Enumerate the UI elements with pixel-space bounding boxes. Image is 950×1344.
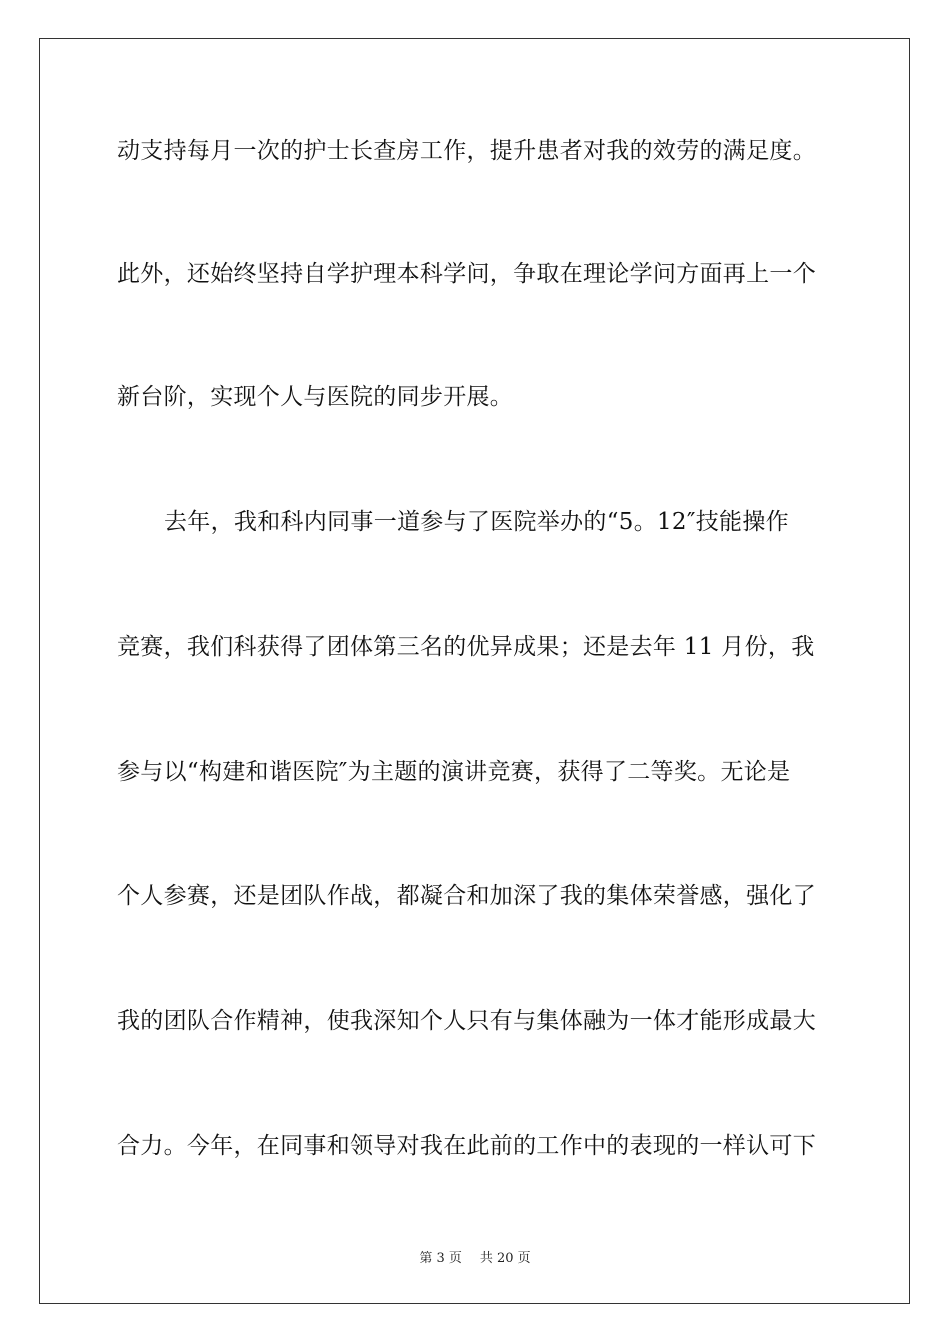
page-border	[39, 38, 910, 1304]
page-number: 第 3 页	[419, 1251, 462, 1266]
body-text-line: 此外，还始终坚持自学护理本科学问，争取在理论学问方面再上一个	[117, 261, 816, 287]
page-footer	[0, 1247, 950, 1266]
body-text-line: 新台阶，实现个人与医院的同步开展。	[117, 384, 514, 410]
page-total: 共 20 页	[479, 1251, 531, 1266]
paragraph-first-line: 去年，我和科内同事一道参与了医院举办的“5。12″技能操作	[164, 509, 789, 535]
body-text-line: 参与以“构建和谐医院″为主题的演讲竞赛，获得了二等奖。无论是	[117, 759, 791, 785]
body-text-line: 合力。今年，在同事和领导对我在此前的工作中的表现的一样认可下	[117, 1133, 816, 1159]
body-text-line: 动支持每月一次的护士长查房工作，提升患者对我的效劳的满足度。	[117, 138, 816, 164]
body-text-line: 我的团队合作精神，使我深知个人只有与集体融为一体才能形成最大	[117, 1008, 816, 1034]
body-text-line: 竞赛，我们科获得了团体第三名的优异成果；还是去年 11 月份，我	[117, 634, 815, 660]
body-text-line: 个人参赛，还是团队作战，都凝合和加深了我的集体荣誉感，强化了	[117, 883, 816, 909]
